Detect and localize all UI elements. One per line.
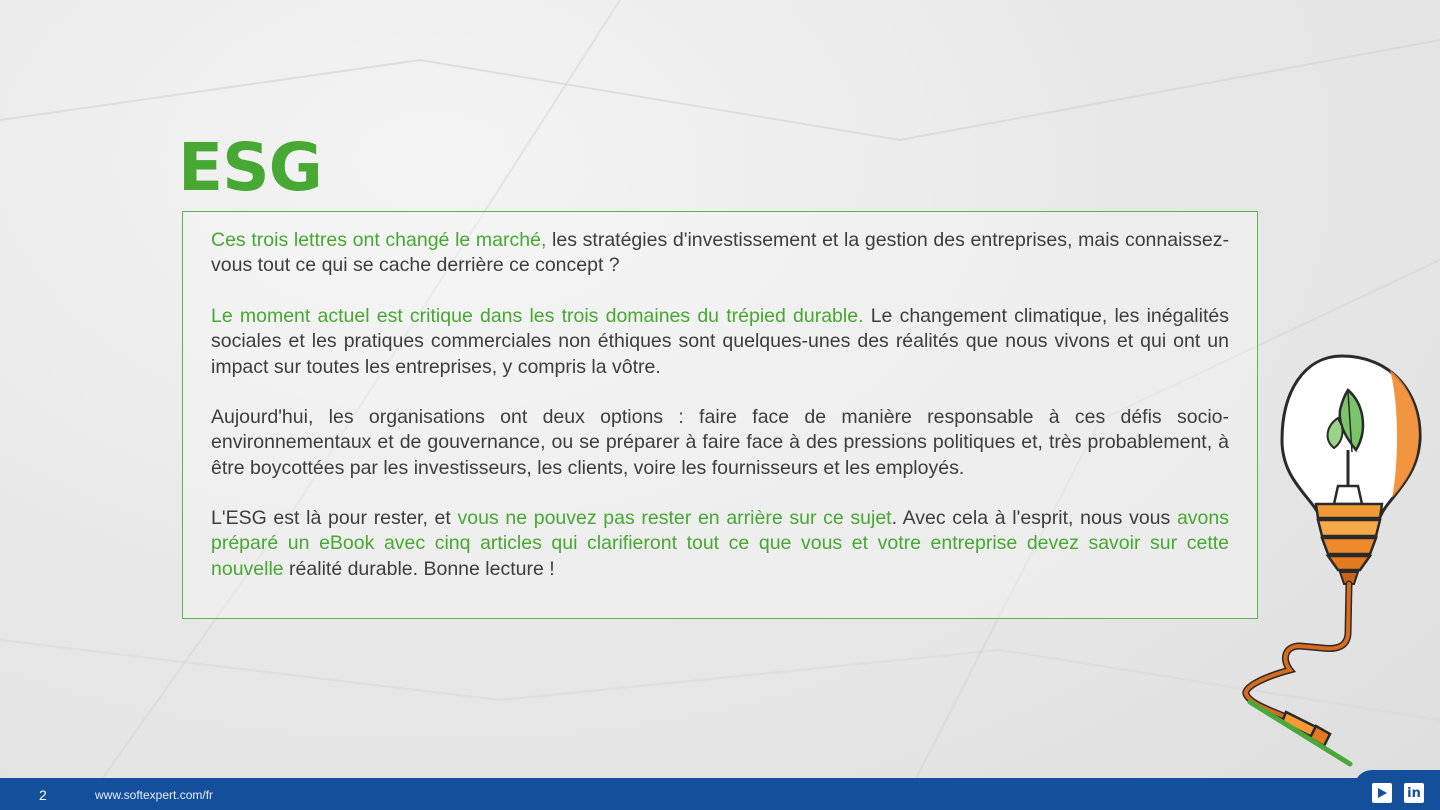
paragraph-2-highlight: Le moment actuel est critique dans les trois domaines du trépied durable. (211, 305, 864, 327)
page-title: ESG (178, 129, 322, 206)
paragraph-4-text-c: réalité durable. Bonne lecture ! (283, 557, 555, 580)
paragraph-1-highlight: Ces trois lettres ont changé le marché, (211, 229, 547, 251)
footer-url[interactable]: www.softexpert.com/fr (95, 788, 214, 802)
paragraph-4-highlight-a: vous ne pouvez pas rester en arrière sur ce sujet (457, 507, 892, 529)
paragraph-1 (211, 228, 1229, 279)
intro-text-box (182, 211, 1258, 619)
play-icon[interactable] (1372, 783, 1392, 803)
paragraph-2 (211, 304, 1229, 380)
paragraph-4 (211, 506, 1229, 582)
page-number: 2 (39, 787, 47, 803)
paragraph-4-text-a: L'ESG est là pour rester, et (211, 507, 458, 529)
footer-bar (0, 778, 1440, 810)
linkedin-icon[interactable]: in (1404, 783, 1424, 803)
paragraph-2-text: Le changement climatique, les inégalités sociales et les pratiques commerciales non éthiques sont quelques-unes des réalités que nous vivons et qui ont un impact sur toutes les entreprises, y compris la vôtre. (211, 305, 1229, 378)
paragraph-1-text: les stratégies d'investissement et la gestion des entreprises, mais connaissez-vous tout ce qui se cache derrière ce concept ? (211, 229, 1229, 277)
lightbulb-leaf-icon (1230, 348, 1430, 770)
paragraph-4-text-b: . Avec cela à l'esprit, nous vous (891, 507, 1177, 529)
paragraph-3 (211, 405, 1229, 481)
paragraph-4-highlight-b: avons préparé un eBook avec cinq articles qui clarifieront tout ce que vous et votre entreprise devez savoir sur cette nouvelle (211, 507, 1229, 580)
paragraph-3-text: Aujourd'hui, les organisations ont deux options : faire face de manière responsable à ces défis socio-environnementaux et de gouvernance, ou se préparer à faire face à des pressions politiques et, très probablement, à être boycottées par les investisseurs, les clients, voire les fournisseurs et les employés. (211, 406, 1229, 479)
